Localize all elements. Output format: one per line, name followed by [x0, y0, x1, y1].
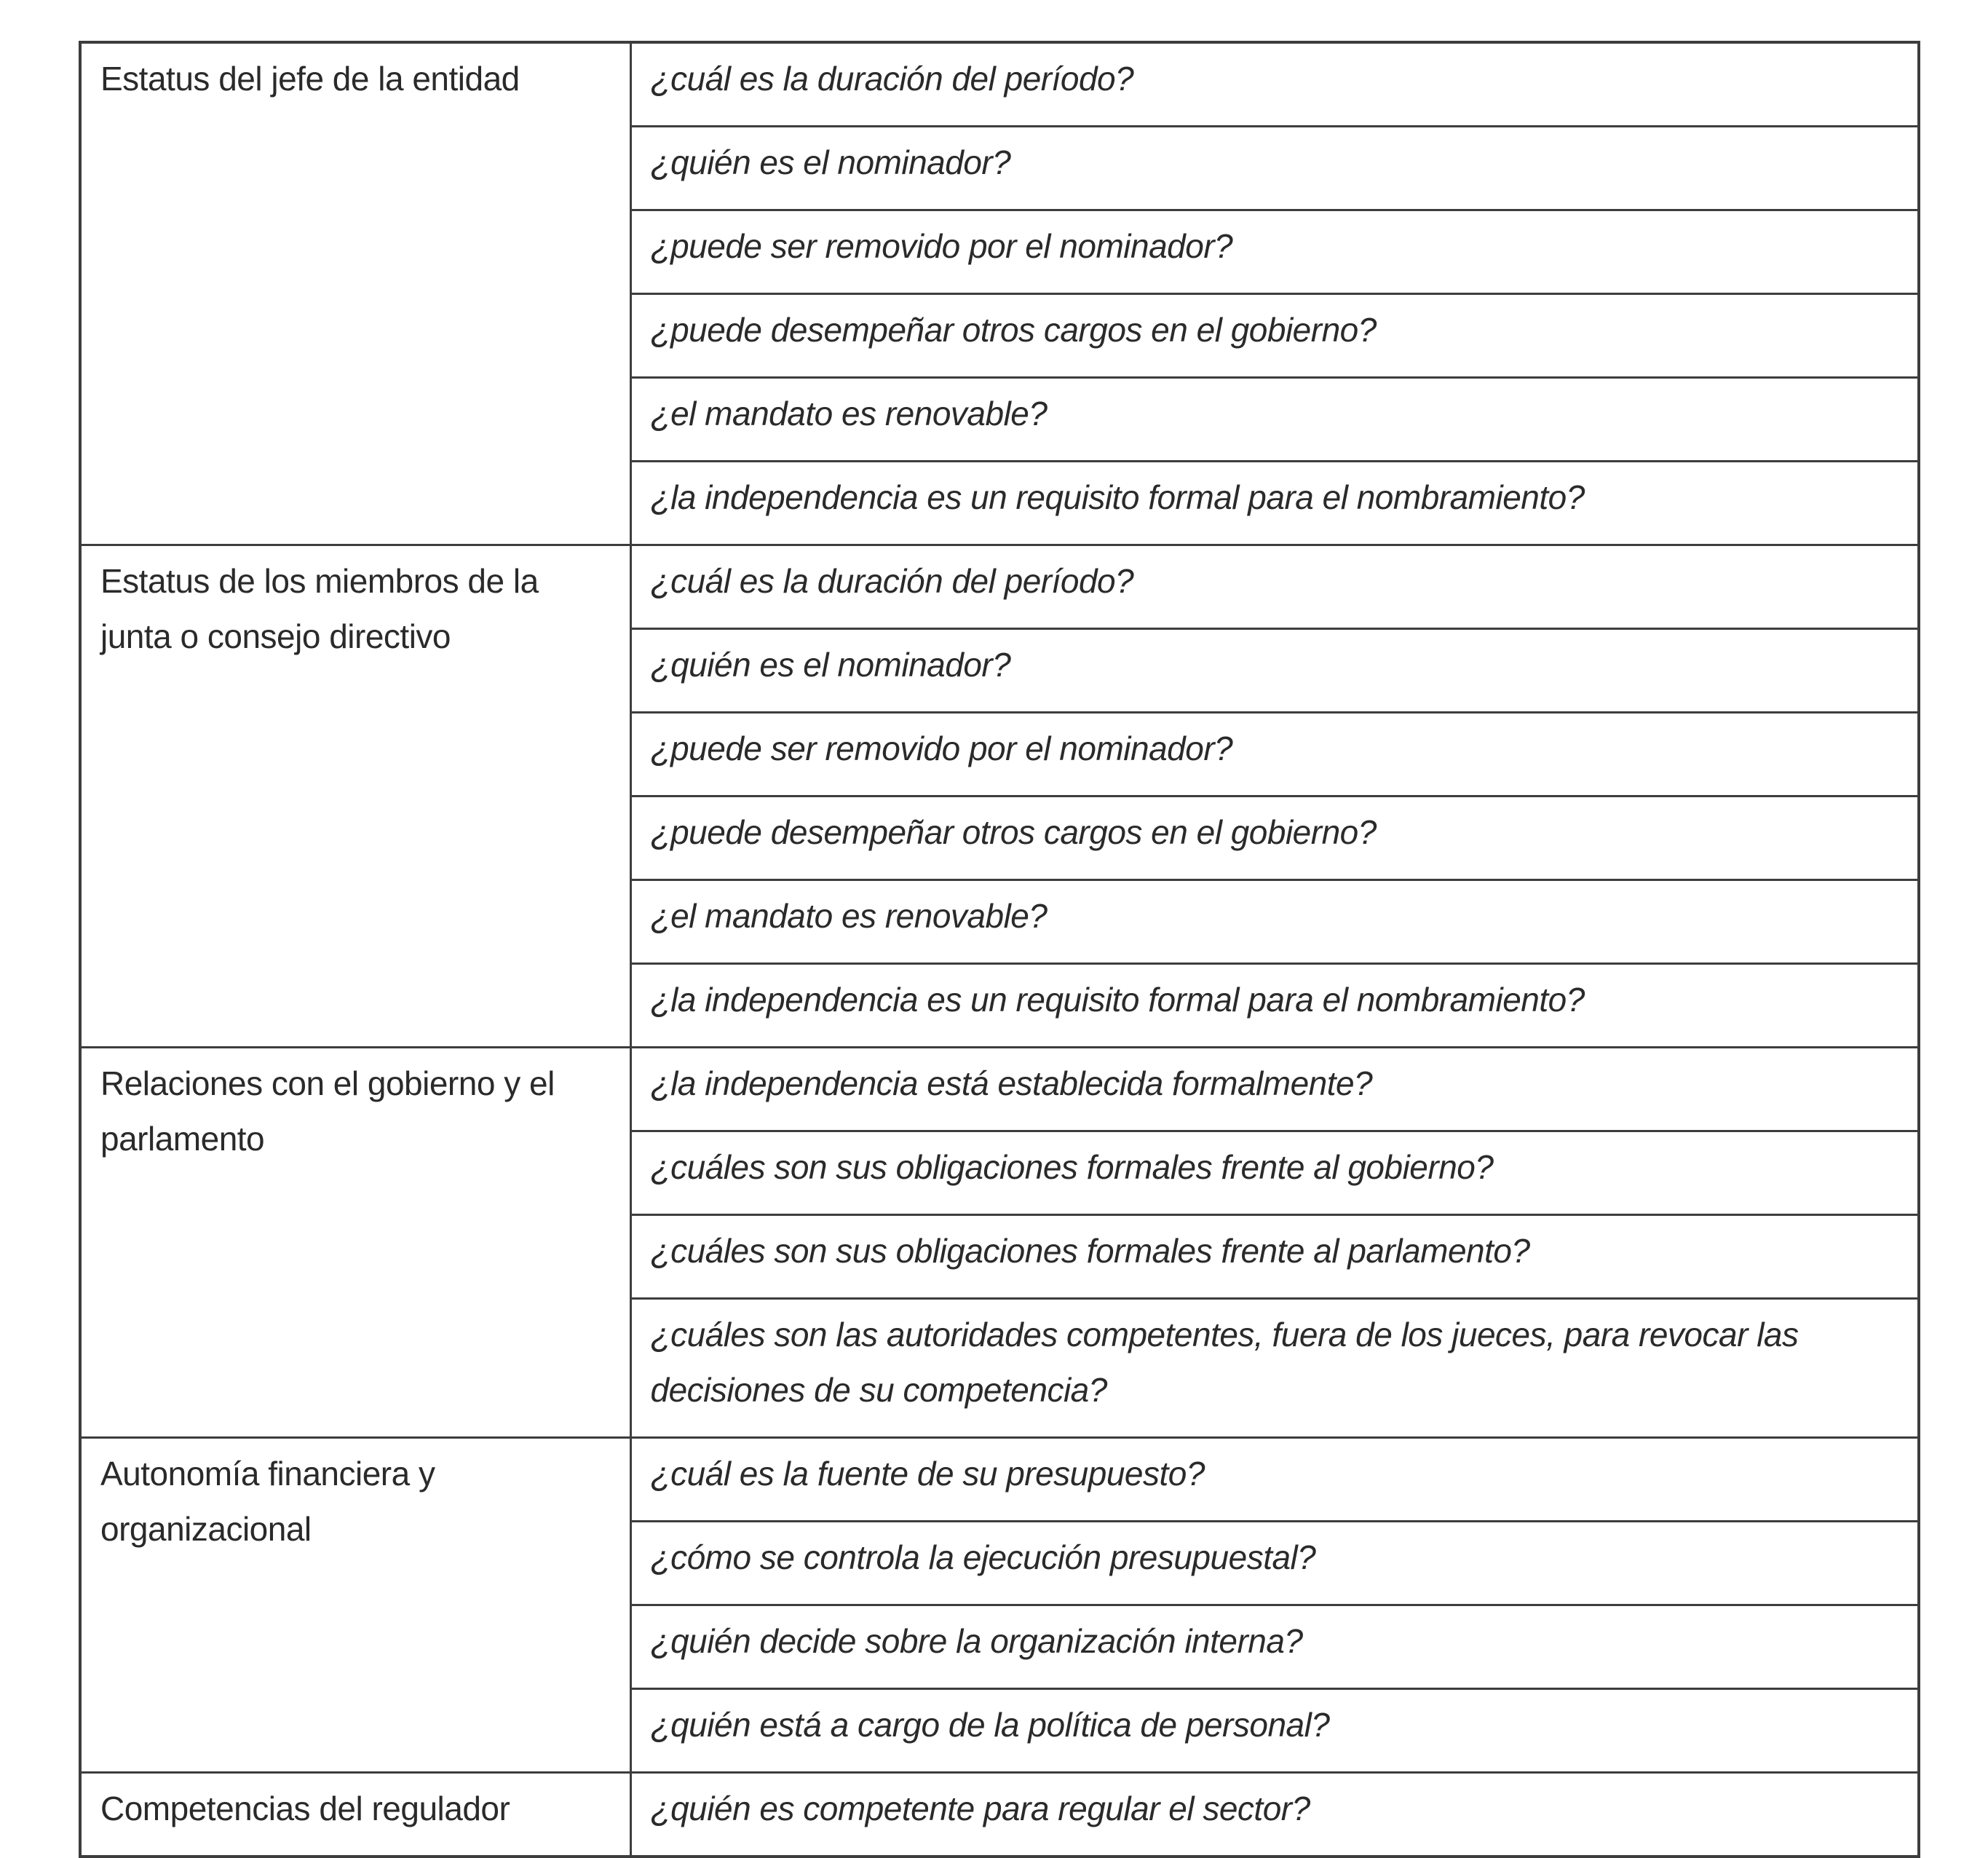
- category-cell: Estatus de los miembros de la junta o consejo directivo: [80, 545, 630, 1048]
- question-cell: ¿el mandato es renovable?: [630, 378, 1919, 462]
- question-cell: ¿cuáles son sus obligaciones formales frente al gobierno?: [630, 1131, 1919, 1215]
- question-cell: ¿quién es el nominador?: [630, 629, 1919, 713]
- question-cell: ¿puede desempeñar otros cargos en el gobierno?: [630, 796, 1919, 880]
- category-cell: Competencias del regulador: [80, 1773, 630, 1857]
- category-cell: Relaciones con el gobierno y el parlamento: [80, 1048, 630, 1438]
- table-row: [80, 545, 1919, 629]
- question-cell: ¿puede ser removido por el nominador?: [630, 713, 1919, 796]
- question-cell: ¿la independencia es un requisito formal para el nombramiento?: [630, 964, 1919, 1048]
- question-cell: ¿quién está a cargo de la política de personal?: [630, 1689, 1919, 1773]
- question-cell: ¿el mandato es renovable?: [630, 880, 1919, 964]
- table-row: [80, 1438, 1919, 1522]
- question-cell: ¿puede ser removido por el nominador?: [630, 210, 1919, 294]
- question-cell: ¿cuál es la duración del período?: [630, 42, 1919, 127]
- category-cell: Autonomía financiera y organizacional: [80, 1438, 630, 1773]
- table-row: [80, 1048, 1919, 1131]
- category-cell: Estatus del jefe de la entidad: [80, 42, 630, 545]
- question-cell: ¿cuáles son sus obligaciones formales frente al parlamento?: [630, 1215, 1919, 1299]
- question-cell: ¿cuáles son las autoridades competentes, fuera de los jueces, para revocar las decisiones de su competencia?: [630, 1299, 1919, 1438]
- question-cell: ¿la independencia está establecida formalmente?: [630, 1048, 1919, 1131]
- criteria-table: [79, 41, 1920, 1858]
- table-row: [80, 42, 1919, 127]
- question-cell: ¿quién es el nominador?: [630, 127, 1919, 210]
- question-cell: ¿cuál es la fuente de su presupuesto?: [630, 1438, 1919, 1522]
- table-row: [80, 1773, 1919, 1857]
- question-cell: ¿la independencia es un requisito formal para el nombramiento?: [630, 462, 1919, 545]
- question-cell: ¿quién decide sobre la organización interna?: [630, 1605, 1919, 1689]
- question-cell: ¿puede desempeñar otros cargos en el gobierno?: [630, 294, 1919, 378]
- question-cell: ¿cuál es la duración del período?: [630, 545, 1919, 629]
- question-cell: ¿quién es competente para regular el sector?: [630, 1773, 1919, 1857]
- question-cell: ¿cómo se controla la ejecución presupuestal?: [630, 1522, 1919, 1605]
